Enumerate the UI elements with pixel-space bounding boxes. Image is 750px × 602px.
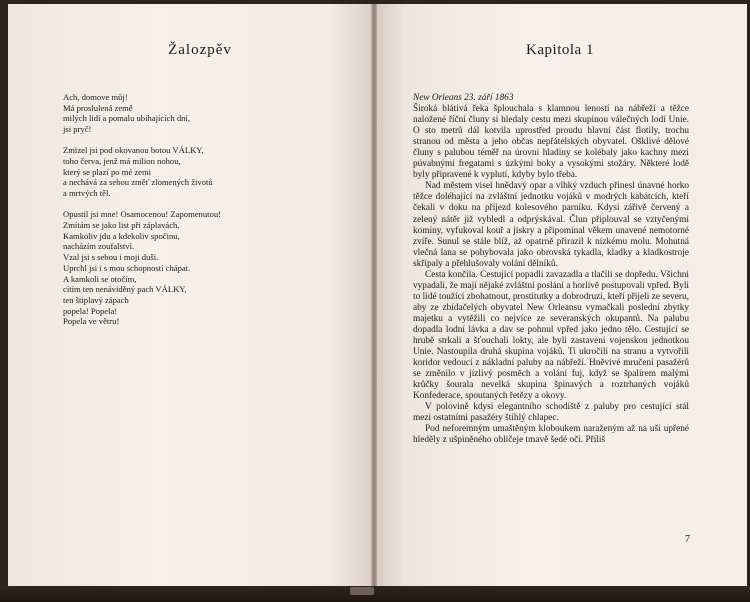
book-gutter — [371, 4, 377, 588]
paragraph: Cesta končila. Cestující popadli zavazadla a tlačili se dopředu. Všichni vypadali, že mají nějaké zvláštní poslání a horlivě postupovali vpřed. Byli to lidé toužící zbohatnout, prostitutky a dobrodruzi, kteří přijeli ze severu, aby ze zbídačelých obyvatel New Orleansu vymačkali poslední zbytky majetku a vytěžili co nejvíce ze severanských okupantů. Na palubu dopadla lodní lávka a dav se pohnul vpřed jako jedno tělo. Cestující se hrubě strkali a šťouchali lokty, ale byli zastaveni vojenskou jednotkou Unie. Nastoupila druhá skupina vojáků. Ti ukročili na stranu a vytvořili koridor vedoucí z nákladní paluby na nábřeží. Hněvivé mručení pasažérů se změnilo v jízlivý posměch a volání fuj, když se špalírem malými krůčky šourala nevelká skupina špinavých a roztrhaných vojáků Konfederace, spoutaných řetězy a okovy. — [413, 269, 689, 402]
poem-line: jsi pryč! — [63, 124, 92, 135]
page-number: 7 — [685, 534, 690, 545]
poem-line: a nechává za sebou změť zlomených životů — [63, 177, 213, 188]
poem-line: ten štiplavý zápach — [63, 294, 129, 305]
poem-line: Má proslulená země — [63, 102, 133, 113]
poem-stanza — [63, 145, 363, 199]
paragraph: Široká blátivá řeka šplouchala s klamnou leností na nábřeží a těžce naložené říční čluny si hledaly cestu mezi skupinou válečných lodí Unie. O sto metrů dál kotvila uprostřed proudu hlavní část flotily, trochu stranou od města a jeho občas nepřátelských obyvatel. Ošklivé dělové čluny s palubou téměř na úrovni hladiny se kolébaly jako kachny mezi púvabnými fregatami s úzkými boky a vysokými stožáry. Některé lodě byly připravené k vyplutí, kdyby bylo třeba. — [413, 104, 689, 181]
poem-line: milých lidí a pomalu ubíhajících dní, — [63, 113, 190, 124]
poem-line: A kamkoli se otočím, — [63, 273, 137, 284]
paragraph: Pod neforemným umaštěným kloboukem naraženým až na uši upřené hleděly z ušpiněného obličeje tmavě šedé oči. Příliš — [413, 424, 689, 446]
paragraph: Nad městem visel hnědavý opar a vlhký vzduch přinesl únavné horko těžce doléhající na zvláštní jednotku vojáků v modrých kabátcích, kteří čekali v doku na příjezd kolesového parníku. Kdysi zářivě červený a zelený nátěr již vybledl a odprýskával. Člun připlouval se vztyčenými komíny, vyfukoval kouř a jiskry a připomínal věkem unavené nemotorné zvíře. Sunul se stále blíž, až opatrně přirazil k nízkému molu. Mohutná vlečná lana se pohybovala jako obrovská tykadla, kladky a kladkostroje skřípaly a přehlušovaly volání dělníků. — [413, 181, 689, 269]
poem-title: Žalozpěv — [168, 42, 232, 58]
poem-line: a mrtvých těl. — [63, 188, 111, 199]
dateline: New Orleans 23. září 1863 — [413, 93, 514, 103]
poem-line: toho červa, jenž má milion nohou, — [63, 156, 181, 167]
poem-line: Popela ve větru! — [63, 316, 120, 327]
poem-stanza — [63, 209, 363, 327]
poem-line: Opustil jsi mne! Osamocenou! Zapomenutou! — [63, 209, 221, 220]
poem-stanza — [63, 92, 363, 135]
poem-line: cítím ten nenáviděný pach VÁLKY, — [63, 284, 187, 295]
chapter-text — [413, 93, 689, 447]
poem-line: Zmizel jsi pod okovanou botou VÁLKY, — [63, 145, 204, 156]
poem-line: Ach, domove můj! — [63, 92, 128, 102]
book-bottom-edge — [0, 586, 750, 602]
spine-mark — [350, 587, 374, 595]
poem-line: nacházím zoufalství. — [63, 241, 135, 252]
paragraph: V polovině kdysi elegantního schodiště z paluby pro cestující stál mezi ostatními pasažéry štíhlý chlapec. — [413, 402, 689, 424]
poem-line: Zmítám se jako list při záplavách. — [63, 220, 180, 231]
chapter-title: Kapitola 1 — [526, 42, 594, 58]
poem-line: Uprchl jsi i s mou schopností chápat. — [63, 262, 191, 273]
poem-line: Vzal jsi s sebou i moji duši. — [63, 252, 159, 263]
poem — [63, 92, 363, 338]
poem-line: který se plazí po mé zemi — [63, 166, 152, 177]
poem-line: popela! Popela! — [63, 305, 118, 316]
poem-line: Kamkoliv jdu a kdekoliv spočinu, — [63, 230, 180, 241]
